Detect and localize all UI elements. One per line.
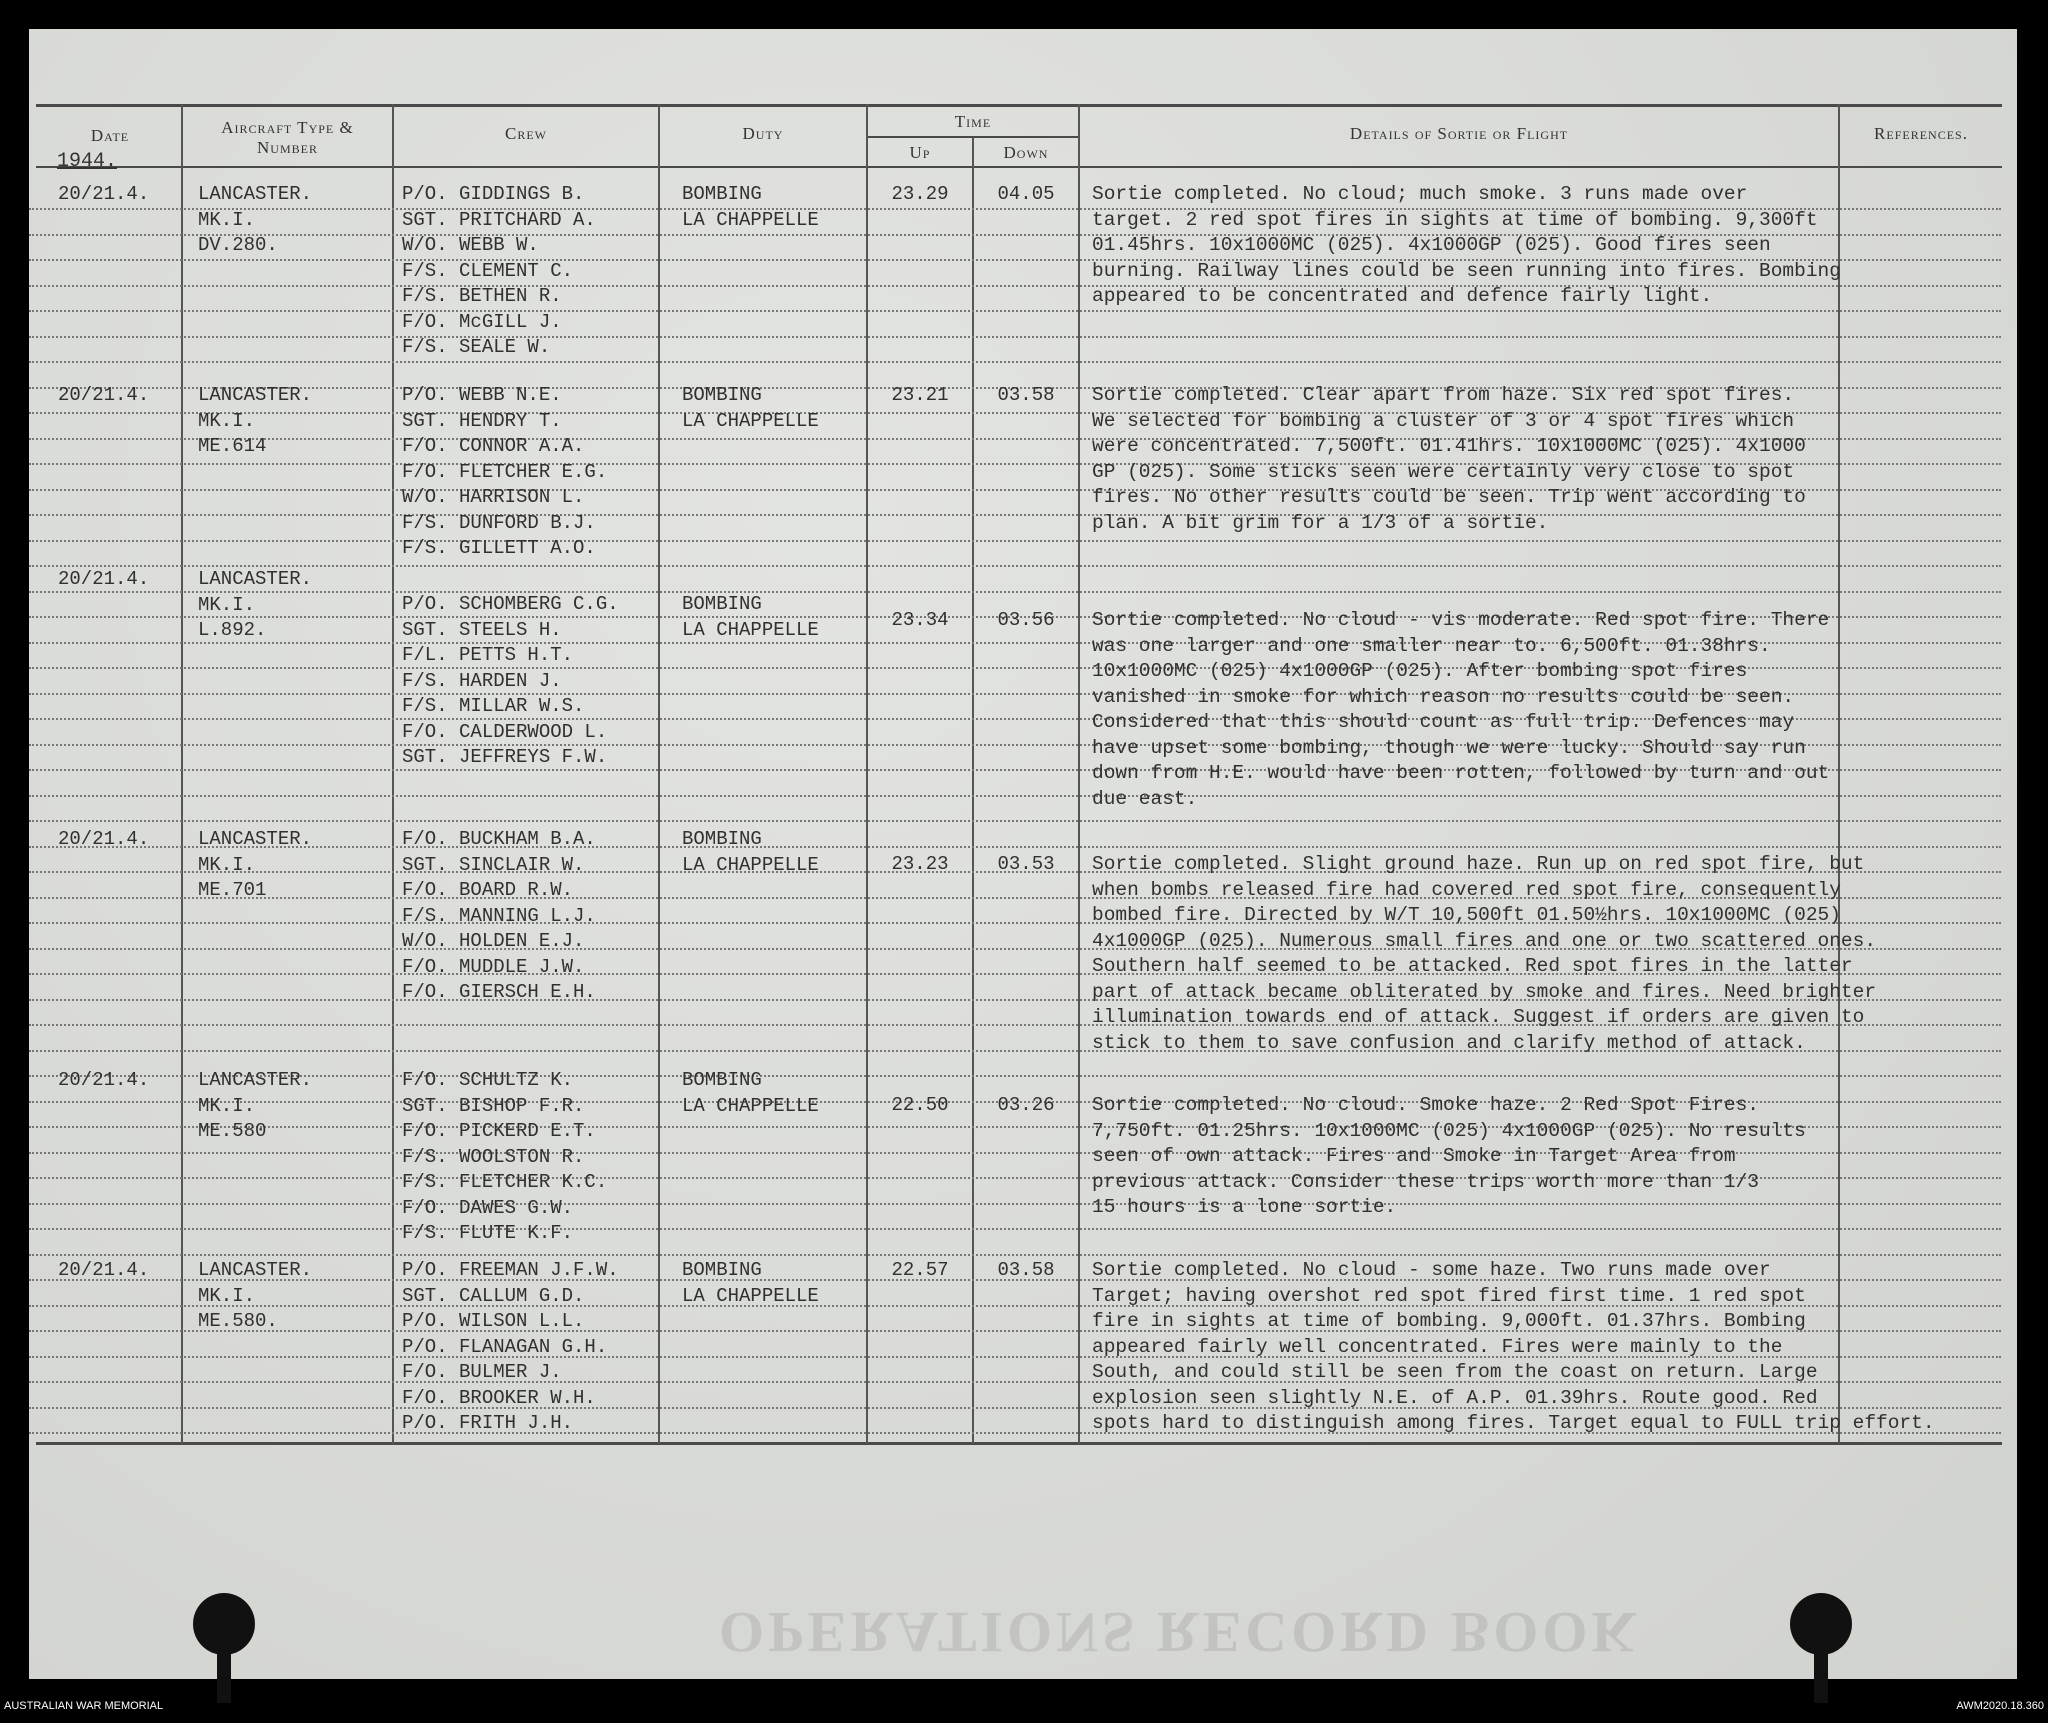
details-line: spots hard to distinguish among fires. Target equal to FULL trip effort. [1092, 1412, 1935, 1434]
binder-hole [1790, 1593, 1852, 1655]
duty-line: BOMBING [682, 593, 762, 615]
ruled-line [29, 1228, 2001, 1230]
crew-member: F/S. WOOLSTON R. [402, 1145, 585, 1168]
time-down: 03.58 [997, 1259, 1055, 1281]
col-divider [866, 104, 868, 1444]
col-divider [392, 104, 394, 1444]
bottom-rule [36, 1442, 2002, 1445]
aircraft-line: ME.614 [198, 435, 267, 457]
header-aircraft: Aircraft Type & Number [221, 118, 354, 157]
details-line: South, and could still be seen from the coast on return. Large [1092, 1361, 1818, 1383]
crew-member: F/S. FLETCHER K.C. [402, 1171, 608, 1193]
aircraft-line: LANCASTER. [198, 1259, 313, 1281]
entry-date: 20/21.4. [58, 568, 150, 590]
details-line: were concentrated. 7,500ft. 01.41hrs. 10x1000MC (025). 4x1000 [1092, 435, 1806, 457]
details-line: Sortie completed. No cloud. Smoke haze. 2 Red Spot Fires. [1092, 1094, 1760, 1116]
aircraft-line: LANCASTER. [198, 183, 313, 205]
binder-hole [193, 1593, 255, 1655]
time-up: 23.23 [891, 853, 949, 875]
details-line: explosion seen slightly N.E. of A.P. 01.39hrs. Route good. Red [1092, 1386, 1818, 1409]
crew-member: P/O. FRITH J.H. [402, 1412, 574, 1434]
aircraft-line: MK.I. [198, 1094, 256, 1117]
col-divider [181, 104, 183, 1444]
aircraft-line: MK.I. [198, 593, 256, 616]
aircraft-line: LANCASTER. [198, 384, 313, 406]
aircraft-line: ME.701 [198, 879, 267, 901]
crew-member: SGT. STEELS H. [402, 618, 562, 641]
footer-left: AUSTRALIAN WAR MEMORIAL [4, 1700, 164, 1712]
aircraft-line: DV.280. [198, 234, 278, 256]
duty-block [682, 383, 819, 434]
details-line: vanished in smoke for which reason no results could be seen. [1092, 685, 1795, 708]
sortie-details [1092, 1258, 1935, 1437]
duty-line: BOMBING [682, 828, 762, 850]
crew-list [402, 592, 619, 771]
ruled-line [29, 565, 2001, 567]
details-line: Sortie completed. No cloud; much smoke. 3 runs made over [1092, 183, 1748, 205]
details-line: Sortie completed. No cloud - some haze. Two runs made over [1092, 1259, 1771, 1281]
aircraft-line: ME.580. [198, 1310, 278, 1332]
crew-list [402, 383, 607, 562]
crew-member: F/S. FLUTE K.F. [402, 1222, 574, 1244]
details-line: 15 hours is a lone sortie. [1092, 1196, 1397, 1218]
crew-member: SGT. HENDRY T. [402, 409, 562, 432]
entry-date: 20/21.4. [58, 828, 150, 850]
details-line: stick to them to save confusion and clarify method of attack. [1092, 1031, 1806, 1054]
duty-block [682, 182, 819, 233]
show-through-text: OPERATIONS RECORD BOOK [719, 1600, 1641, 1665]
duty-line: LA CHAPPELLE [682, 208, 819, 231]
duty-block [682, 827, 819, 878]
details-line: have upset some bombing, though we were lucky. Should say run [1092, 736, 1806, 759]
time-up: 22.57 [891, 1259, 949, 1281]
header-duty: Duty [742, 124, 784, 143]
time-up: 23.34 [891, 609, 949, 631]
crew-member: F/S. MANNING L.J. [402, 904, 596, 927]
details-line: Southern half seemed to be attacked. Red spot fires in the latter [1092, 955, 1853, 977]
sortie-details [1092, 608, 1829, 812]
header-date: Date [90, 126, 130, 145]
details-line: burning. Railway lines could be seen running into fires. Bombing [1092, 259, 1841, 282]
header-crew: Crew [505, 124, 547, 143]
aircraft-line: MK.I. [198, 853, 256, 876]
crew-member: F/O. PICKERD E.T. [402, 1120, 596, 1142]
duty-line: BOMBING [682, 1069, 762, 1091]
crew-member: P/O. GIDDINGS B. [402, 183, 585, 205]
col-divider [972, 138, 974, 1444]
duty-line: LA CHAPPELLE [682, 618, 819, 641]
ruled-line [29, 361, 2001, 363]
time-up: 23.29 [891, 183, 949, 205]
ruled-line [29, 591, 2001, 593]
crew-member: F/O. CONNOR A.A. [402, 435, 585, 457]
duty-block [682, 1258, 819, 1309]
details-line: illumination towards end of attack. Suggest if orders are given to [1092, 1006, 1865, 1028]
crew-member: F/O. GIERSCH E.H. [402, 981, 596, 1003]
ruled-line [29, 540, 2001, 542]
crew-member: F/S. MILLAR W.S. [402, 695, 585, 717]
header-up: Up [909, 143, 931, 162]
duty-block [682, 592, 819, 643]
details-line: fires. No other results could be seen. Trip went according to [1092, 486, 1806, 508]
crew-list [402, 1258, 619, 1437]
aircraft-line: MK.I. [198, 1284, 256, 1307]
ruled-line [29, 1075, 2001, 1077]
col-divider [658, 104, 660, 1444]
crew-member: F/O. McGILL J. [402, 310, 562, 333]
details-line: We selected for bombing a cluster of 3 or 4 spot fires which [1092, 409, 1795, 432]
aircraft-block [198, 1258, 312, 1335]
header-year: 1944. [57, 150, 118, 173]
details-line: target. 2 red spot fires in sights at time of bombing. 9,300ft [1092, 208, 1818, 231]
entry-date: 20/21.4. [58, 1069, 150, 1091]
crew-member: F/O. DAWES G.W. [402, 1196, 574, 1219]
time-down: 03.26 [997, 1094, 1055, 1116]
details-line: Sortie completed. Clear apart from haze. Six red spot fires. [1092, 384, 1795, 406]
crew-member: W/O. HOLDEN E.J. [402, 930, 585, 952]
crew-member: F/S. SEALE W. [402, 336, 551, 358]
sortie-details [1092, 182, 1841, 310]
ruled-line [29, 846, 2001, 848]
time-down: 04.05 [997, 183, 1055, 205]
footer-right: AWM2020.18.360 [1956, 1700, 2044, 1712]
aircraft-line: LANCASTER. [198, 828, 313, 850]
aircraft-line: LANCASTER. [198, 1069, 313, 1091]
crew-member: P/O. SCHOMBERG C.G. [402, 593, 619, 615]
details-line: when bombs released fire had covered red spot fire, consequently [1092, 878, 1841, 901]
details-line: bombed fire. Directed by W/T 10,500ft 01.50½hrs. 10x1000MC (025) [1092, 904, 1841, 926]
aircraft-block [198, 182, 312, 259]
duty-line: BOMBING [682, 384, 762, 406]
details-line: 10x1000MC (025) 4x1000GP (025). After bombing spot fires [1092, 660, 1748, 682]
details-line: seen of own attack. Fires and Smoke in Target Area from [1092, 1145, 1736, 1167]
sortie-details [1092, 383, 1806, 536]
crew-member: F/L. PETTS H.T. [402, 644, 574, 666]
crew-member: SGT. BISHOP F.R. [402, 1094, 585, 1117]
duty-line: BOMBING [682, 183, 762, 205]
crew-member: SGT. JEFFREYS F.W. [402, 746, 608, 768]
ruled-line [29, 336, 2001, 338]
crew-member: SGT. CALLUM G.D. [402, 1284, 585, 1307]
sortie-details [1092, 1093, 1806, 1221]
details-line: due east. [1092, 787, 1198, 810]
details-line: Sortie completed. No cloud - vis moderate. Red spot fire. There [1092, 609, 1830, 631]
aircraft-block [198, 383, 312, 460]
details-line: appeared to be concentrated and defence fairly light. [1092, 285, 1713, 307]
details-line: was one larger and one smaller near to. 6,500ft. 01.38hrs. [1092, 634, 1771, 657]
details-line: 7,750ft. 01.25hrs. 10x1000MC (025) 4x1000GP (025). No results [1092, 1119, 1806, 1142]
details-line: 4x1000GP (025). Numerous small fires and one or two scattered ones. [1092, 929, 1877, 952]
aircraft-line: L.892. [198, 619, 267, 641]
crew-list [402, 827, 596, 1006]
crew-member: F/O. BROOKER W.H. [402, 1386, 596, 1409]
crew-member: F/O. MUDDLE J.W. [402, 955, 585, 978]
crew-member: W/O. HARRISON L. [402, 486, 585, 508]
details-line: fire in sights at time of bombing. 9,000ft. 01.37hrs. Bombing [1092, 1310, 1806, 1332]
header-rule [36, 166, 2002, 168]
crew-member: F/S. GILLETT A.O. [402, 537, 596, 559]
header-time: Time [954, 112, 992, 131]
header-references: References. [1874, 124, 1968, 143]
crew-member: F/O. BOARD R.W. [402, 879, 574, 901]
details-line: Target; having overshot red spot fired first time. 1 red spot [1092, 1284, 1806, 1307]
crew-member: SGT. SINCLAIR W. [402, 853, 585, 876]
header-details: Details of Sortie or Flight [1349, 124, 1569, 143]
details-line: down from H.E. would have been rotten, followed by turn and out [1092, 762, 1830, 784]
aircraft-line: MK.I. [198, 208, 256, 231]
details-line: previous attack. Consider these trips worth more than 1/3 [1092, 1170, 1760, 1193]
crew-member: SGT. PRITCHARD A. [402, 208, 596, 231]
duty-line: LA CHAPPELLE [682, 853, 819, 876]
aircraft-block [198, 1068, 312, 1145]
entry-date: 20/21.4. [58, 384, 150, 406]
crew-member: P/O. WEBB N.E. [402, 384, 562, 406]
duty-block [682, 1068, 819, 1119]
details-line: GP (025). Some sticks seen were certainly very close to spot [1092, 460, 1795, 483]
aircraft-block [198, 827, 312, 904]
crew-member: F/O. FLETCHER E.G. [402, 460, 608, 483]
col-divider [1078, 104, 1080, 1444]
time-up: 22.50 [891, 1094, 949, 1116]
crew-member: P/O. FREEMAN J.F.W. [402, 1259, 619, 1281]
time-down: 03.53 [997, 853, 1055, 875]
entry-date: 20/21.4. [58, 1259, 150, 1281]
duty-line: BOMBING [682, 1259, 762, 1281]
entry-date: 20/21.4. [58, 183, 150, 205]
crew-member: F/S. HARDEN J. [402, 669, 562, 692]
crew-member: W/O. WEBB W. [402, 234, 539, 256]
ruled-line [29, 820, 2001, 822]
crew-member: F/O. SCHULTZ K. [402, 1069, 574, 1091]
ruled-line [29, 1254, 2001, 1256]
crew-list [402, 182, 596, 361]
details-line: Considered that this should count as full trip. Defences may [1092, 711, 1795, 733]
details-line: part of attack became obliterated by smoke and fires. Need brighter [1092, 980, 1877, 1003]
crew-member: F/O. BUCKHAM B.A. [402, 828, 596, 850]
aircraft-line: MK.I. [198, 409, 256, 432]
header-down: Down [1003, 143, 1049, 162]
crew-member: F/O. CALDERWOOD L. [402, 720, 608, 743]
details-line: plan. A bit grim for a 1/3 of a sortie. [1092, 511, 1549, 534]
duty-line: LA CHAPPELLE [682, 409, 819, 432]
crew-member: F/O. BULMER J. [402, 1361, 562, 1383]
time-up: 23.21 [891, 384, 949, 406]
details-line: 01.45hrs. 10x1000MC (025). 4x1000GP (025). Good fires seen [1092, 234, 1771, 256]
time-down: 03.56 [997, 609, 1055, 631]
details-line: Sortie completed. Slight ground haze. Run up on red spot fire, but [1092, 853, 1865, 875]
crew-list [402, 1068, 607, 1247]
duty-line: LA CHAPPELLE [682, 1094, 819, 1117]
duty-line: LA CHAPPELLE [682, 1284, 819, 1307]
time-down: 03.58 [997, 384, 1055, 406]
aircraft-line: LANCASTER. [198, 568, 313, 590]
aircraft-block [198, 567, 312, 644]
aircraft-line: ME.580 [198, 1120, 267, 1142]
crew-member: P/O. WILSON L.L. [402, 1310, 585, 1332]
top-rule [36, 104, 2002, 107]
sortie-details [1092, 852, 1876, 1056]
details-line: appeared fairly well concentrated. Fires were mainly to the [1092, 1335, 1783, 1358]
crew-member: P/O. FLANAGAN G.H. [402, 1335, 608, 1358]
crew-member: F/S. CLEMENT C. [402, 259, 574, 282]
crew-member: F/S. BETHEN R. [402, 285, 562, 307]
crew-member: F/S. DUNFORD B.J. [402, 511, 596, 534]
ruled-line [29, 310, 2001, 312]
